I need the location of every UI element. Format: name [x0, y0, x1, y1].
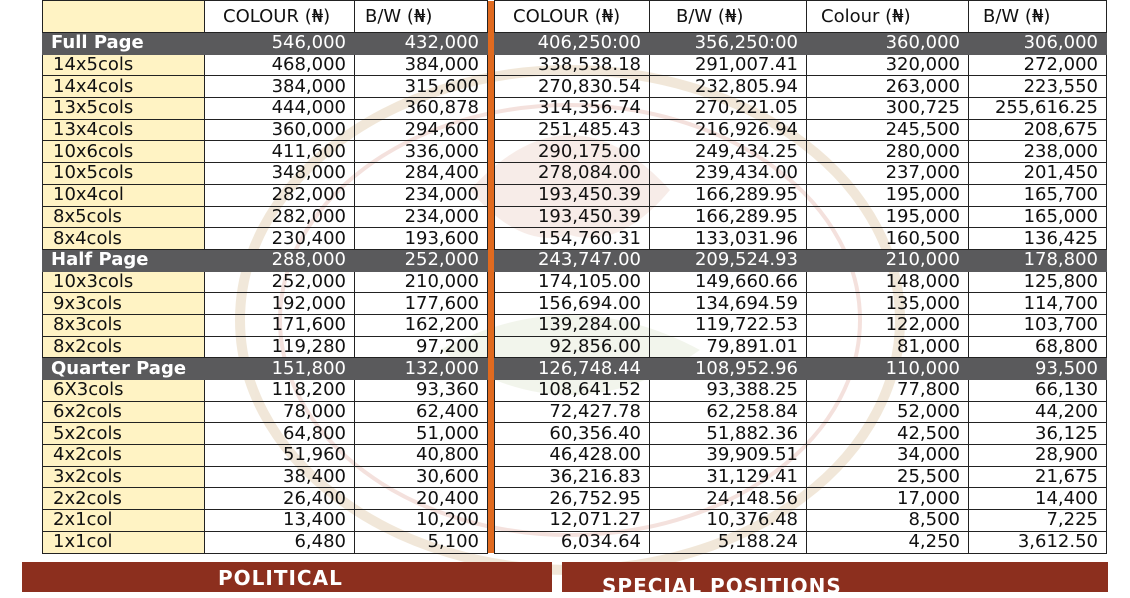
row-label: 6X3cols [43, 380, 205, 402]
cell-bw-3: 28,900 [969, 445, 1107, 467]
table-row [43, 423, 1107, 445]
cell-colour-1: 26,400 [205, 488, 355, 510]
cell-colour-2: 243,747.00 [495, 249, 650, 271]
cell-colour-2: 36,216.83 [495, 466, 650, 488]
cell-bw-3: 36,125 [969, 423, 1107, 445]
cell-colour-1: 282,000 [205, 206, 355, 228]
cell-colour-3: 245,500 [807, 119, 969, 141]
rates-table [42, 0, 1107, 554]
row-label: 13x4cols [43, 119, 205, 141]
cell-colour-2: 406,250:00 [495, 33, 650, 55]
cell-bw-1: 40,800 [355, 445, 488, 467]
table-row [43, 271, 1107, 293]
cell-bw-1: 252,000 [355, 249, 488, 271]
cell-bw-3: 21,675 [969, 466, 1107, 488]
column-separator [488, 510, 495, 532]
cell-colour-3: 42,500 [807, 423, 969, 445]
cell-bw-1: 177,600 [355, 293, 488, 315]
table-row [43, 466, 1107, 488]
rates-body [43, 33, 1107, 554]
column-separator [488, 184, 495, 206]
cell-bw-1: 432,000 [355, 33, 488, 55]
cell-bw-3: 68,800 [969, 336, 1107, 358]
cell-colour-2: 156,694.00 [495, 293, 650, 315]
cell-colour-3: 280,000 [807, 141, 969, 163]
cell-colour-3: 122,000 [807, 314, 969, 336]
cell-colour-2: 338,538.18 [495, 54, 650, 76]
header-row [43, 1, 1107, 33]
cell-bw-2: 209,524.93 [650, 249, 807, 271]
column-separator [488, 314, 495, 336]
column-separator [488, 228, 495, 250]
cell-bw-2: 62,258.84 [650, 401, 807, 423]
cell-colour-2: 278,084.00 [495, 163, 650, 185]
row-label: 5x2cols [43, 423, 205, 445]
cell-bw-2: 108,952.96 [650, 358, 807, 380]
cell-bw-1: 284,400 [355, 163, 488, 185]
cell-colour-2: 193,450.39 [495, 206, 650, 228]
cell-bw-2: 232,805.94 [650, 76, 807, 98]
cell-bw-1: 360,878 [355, 98, 488, 120]
table-row [43, 531, 1107, 553]
table-row [43, 445, 1107, 467]
cell-bw-1: 234,000 [355, 206, 488, 228]
cell-colour-3: 300,725 [807, 98, 969, 120]
column-separator [488, 271, 495, 293]
table-row [43, 401, 1107, 423]
cell-bw-2: 249,434.25 [650, 141, 807, 163]
cell-bw-2: 149,660.66 [650, 271, 807, 293]
cell-colour-2: 174,105.00 [495, 271, 650, 293]
table-row [43, 184, 1107, 206]
cell-colour-1: 230,400 [205, 228, 355, 250]
cell-colour-2: 193,450.39 [495, 184, 650, 206]
cell-bw-1: 336,000 [355, 141, 488, 163]
cell-colour-2: 12,071.27 [495, 510, 650, 532]
row-label: 9x3cols [43, 293, 205, 315]
cell-colour-3: 135,000 [807, 293, 969, 315]
row-label: 10x6cols [43, 141, 205, 163]
cell-bw-2: 239,434.00 [650, 163, 807, 185]
row-label: 8x3cols [43, 314, 205, 336]
cell-colour-3: 237,000 [807, 163, 969, 185]
section-row [43, 358, 1107, 380]
cell-bw-3: 238,000 [969, 141, 1107, 163]
row-label: 14x4cols [43, 76, 205, 98]
row-label: 14x5cols [43, 54, 205, 76]
column-separator [488, 54, 495, 76]
cell-colour-1: 468,000 [205, 54, 355, 76]
cell-bw-2: 356,250:00 [650, 33, 807, 55]
cell-colour-2: 26,752.95 [495, 488, 650, 510]
table-row [43, 141, 1107, 163]
table-row [43, 314, 1107, 336]
cell-colour-1: 171,600 [205, 314, 355, 336]
row-label: 13x5cols [43, 98, 205, 120]
cell-colour-3: 210,000 [807, 249, 969, 271]
table-row [43, 228, 1107, 250]
cell-bw-2: 93,388.25 [650, 380, 807, 402]
cell-colour-1: 78,000 [205, 401, 355, 423]
row-label: 8x4cols [43, 228, 205, 250]
cell-colour-2: 154,760.31 [495, 228, 650, 250]
column-separator [488, 358, 495, 380]
column-separator [488, 206, 495, 228]
row-label: 10x3cols [43, 271, 205, 293]
cell-colour-3: 34,000 [807, 445, 969, 467]
row-label: 8x2cols [43, 336, 205, 358]
cell-bw-3: 66,130 [969, 380, 1107, 402]
table-row [43, 488, 1107, 510]
header-colour-1: COLOUR (₦) [205, 1, 355, 33]
column-separator [488, 423, 495, 445]
row-label: 8x5cols [43, 206, 205, 228]
cell-bw-3: 44,200 [969, 401, 1107, 423]
cell-colour-2: 60,356.40 [495, 423, 650, 445]
table-row [43, 336, 1107, 358]
cell-bw-2: 39,909.51 [650, 445, 807, 467]
cell-bw-1: 193,600 [355, 228, 488, 250]
row-label: 10x5cols [43, 163, 205, 185]
cell-bw-2: 10,376.48 [650, 510, 807, 532]
column-separator [488, 98, 495, 120]
cell-colour-2: 270,830.54 [495, 76, 650, 98]
cell-bw-2: 166,289.95 [650, 184, 807, 206]
cell-colour-1: 119,280 [205, 336, 355, 358]
cell-colour-2: 108,641.52 [495, 380, 650, 402]
column-separator [488, 466, 495, 488]
cell-bw-1: 93,360 [355, 380, 488, 402]
column-separator [488, 163, 495, 185]
cell-colour-1: 13,400 [205, 510, 355, 532]
cell-bw-1: 294,600 [355, 119, 488, 141]
table-row [43, 119, 1107, 141]
cell-colour-1: 252,000 [205, 271, 355, 293]
cell-colour-3: 8,500 [807, 510, 969, 532]
cell-bw-2: 166,289.95 [650, 206, 807, 228]
cell-colour-3: 17,000 [807, 488, 969, 510]
cell-bw-2: 31,129.41 [650, 466, 807, 488]
column-separator [488, 531, 495, 553]
cell-bw-3: 272,000 [969, 54, 1107, 76]
column-separator [488, 119, 495, 141]
cell-bw-1: 210,000 [355, 271, 488, 293]
cell-bw-2: 216,926.94 [650, 119, 807, 141]
cell-bw-2: 291,007.41 [650, 54, 807, 76]
cell-bw-3: 208,675 [969, 119, 1107, 141]
cell-bw-1: 20,400 [355, 488, 488, 510]
cell-colour-1: 546,000 [205, 33, 355, 55]
column-separator [488, 445, 495, 467]
row-label: 1x1col [43, 531, 205, 553]
cell-bw-2: 24,148.56 [650, 488, 807, 510]
cell-bw-2: 133,031.96 [650, 228, 807, 250]
cell-colour-3: 81,000 [807, 336, 969, 358]
table-row [43, 163, 1107, 185]
cell-colour-3: 263,000 [807, 76, 969, 98]
cell-colour-2: 6,034.64 [495, 531, 650, 553]
table-row [43, 206, 1107, 228]
section-row [43, 33, 1107, 55]
cell-colour-1: 384,000 [205, 76, 355, 98]
column-separator [488, 293, 495, 315]
table-row [43, 98, 1107, 120]
table-row [43, 76, 1107, 98]
cell-bw-3: 223,550 [969, 76, 1107, 98]
cell-colour-1: 444,000 [205, 98, 355, 120]
row-label: Half Page [43, 249, 205, 271]
row-label: 4x2cols [43, 445, 205, 467]
section-row [43, 249, 1107, 271]
cell-colour-1: 118,200 [205, 380, 355, 402]
special-positions-title: SPECIAL POSITIONS [602, 574, 842, 598]
cell-colour-3: 148,000 [807, 271, 969, 293]
cell-bw-2: 270,221.05 [650, 98, 807, 120]
cell-colour-1: 360,000 [205, 119, 355, 141]
cell-colour-1: 64,800 [205, 423, 355, 445]
column-separator [488, 380, 495, 402]
cell-colour-2: 290,175.00 [495, 141, 650, 163]
table-row [43, 510, 1107, 532]
cell-bw-3: 3,612.50 [969, 531, 1107, 553]
header-bw-3: B/W (₦) [969, 1, 1107, 33]
cell-colour-1: 282,000 [205, 184, 355, 206]
cell-colour-1: 38,400 [205, 466, 355, 488]
cell-colour-3: 320,000 [807, 54, 969, 76]
cell-bw-3: 165,000 [969, 206, 1107, 228]
row-label: Full Page [43, 33, 205, 55]
cell-colour-3: 4,250 [807, 531, 969, 553]
cell-bw-3: 14,400 [969, 488, 1107, 510]
cell-colour-2: 314,356.74 [495, 98, 650, 120]
cell-bw-3: 103,700 [969, 314, 1107, 336]
table-row [43, 293, 1107, 315]
cell-bw-1: 62,400 [355, 401, 488, 423]
cell-colour-1: 348,000 [205, 163, 355, 185]
cell-colour-2: 72,427.78 [495, 401, 650, 423]
political-title: POLITICAL [218, 566, 343, 590]
cell-colour-1: 51,960 [205, 445, 355, 467]
cell-bw-2: 51,882.36 [650, 423, 807, 445]
header-colour-2: COLOUR (₦) [495, 1, 650, 33]
cell-colour-1: 411,600 [205, 141, 355, 163]
cell-bw-1: 234,000 [355, 184, 488, 206]
column-separator [488, 76, 495, 98]
cell-bw-3: 7,225 [969, 510, 1107, 532]
header-bw-1: B/W (₦) [355, 1, 488, 33]
cell-colour-3: 360,000 [807, 33, 969, 55]
header-label-cell [43, 1, 205, 33]
cell-bw-3: 93,500 [969, 358, 1107, 380]
row-label: 10x4col [43, 184, 205, 206]
cell-bw-3: 136,425 [969, 228, 1107, 250]
column-separator [488, 1, 495, 33]
cell-colour-1: 288,000 [205, 249, 355, 271]
cell-colour-1: 6,480 [205, 531, 355, 553]
column-separator [488, 141, 495, 163]
row-label: 6x2cols [43, 401, 205, 423]
cell-bw-3: 165,700 [969, 184, 1107, 206]
cell-bw-1: 132,000 [355, 358, 488, 380]
cell-bw-1: 97,200 [355, 336, 488, 358]
column-separator [488, 249, 495, 271]
cell-bw-3: 255,616.25 [969, 98, 1107, 120]
table-row [43, 380, 1107, 402]
cell-colour-2: 126,748.44 [495, 358, 650, 380]
cell-colour-2: 251,485.43 [495, 119, 650, 141]
special-positions-banner [562, 562, 1108, 598]
header-bw-2: B/W (₦) [650, 1, 807, 33]
cell-bw-3: 125,800 [969, 271, 1107, 293]
cell-bw-1: 30,600 [355, 466, 488, 488]
cell-bw-1: 10,200 [355, 510, 488, 532]
cell-colour-3: 160,500 [807, 228, 969, 250]
cell-colour-2: 46,428.00 [495, 445, 650, 467]
cell-bw-1: 5,100 [355, 531, 488, 553]
row-label: 2x1col [43, 510, 205, 532]
cell-colour-3: 52,000 [807, 401, 969, 423]
row-label: Quarter Page [43, 358, 205, 380]
header-colour-3: Colour (₦) [807, 1, 969, 33]
cell-bw-1: 315,600 [355, 76, 488, 98]
cell-bw-3: 114,700 [969, 293, 1107, 315]
cell-bw-2: 134,694.59 [650, 293, 807, 315]
cell-bw-1: 384,000 [355, 54, 488, 76]
column-separator [488, 336, 495, 358]
cell-colour-3: 77,800 [807, 380, 969, 402]
political-banner [22, 562, 552, 592]
cell-colour-2: 139,284.00 [495, 314, 650, 336]
column-separator [488, 401, 495, 423]
cell-colour-3: 195,000 [807, 184, 969, 206]
column-separator [488, 488, 495, 510]
cell-bw-2: 79,891.01 [650, 336, 807, 358]
column-separator [488, 33, 495, 55]
cell-bw-3: 178,800 [969, 249, 1107, 271]
cell-colour-1: 151,800 [205, 358, 355, 380]
row-label: 3x2cols [43, 466, 205, 488]
cell-bw-2: 119,722.53 [650, 314, 807, 336]
cell-bw-1: 51,000 [355, 423, 488, 445]
cell-colour-2: 92,856.00 [495, 336, 650, 358]
cell-bw-1: 162,200 [355, 314, 488, 336]
cell-bw-3: 306,000 [969, 33, 1107, 55]
cell-colour-1: 192,000 [205, 293, 355, 315]
cell-colour-3: 25,500 [807, 466, 969, 488]
cell-colour-3: 110,000 [807, 358, 969, 380]
row-label: 2x2cols [43, 488, 205, 510]
cell-colour-3: 195,000 [807, 206, 969, 228]
cell-bw-3: 201,450 [969, 163, 1107, 185]
cell-bw-2: 5,188.24 [650, 531, 807, 553]
table-row [43, 54, 1107, 76]
